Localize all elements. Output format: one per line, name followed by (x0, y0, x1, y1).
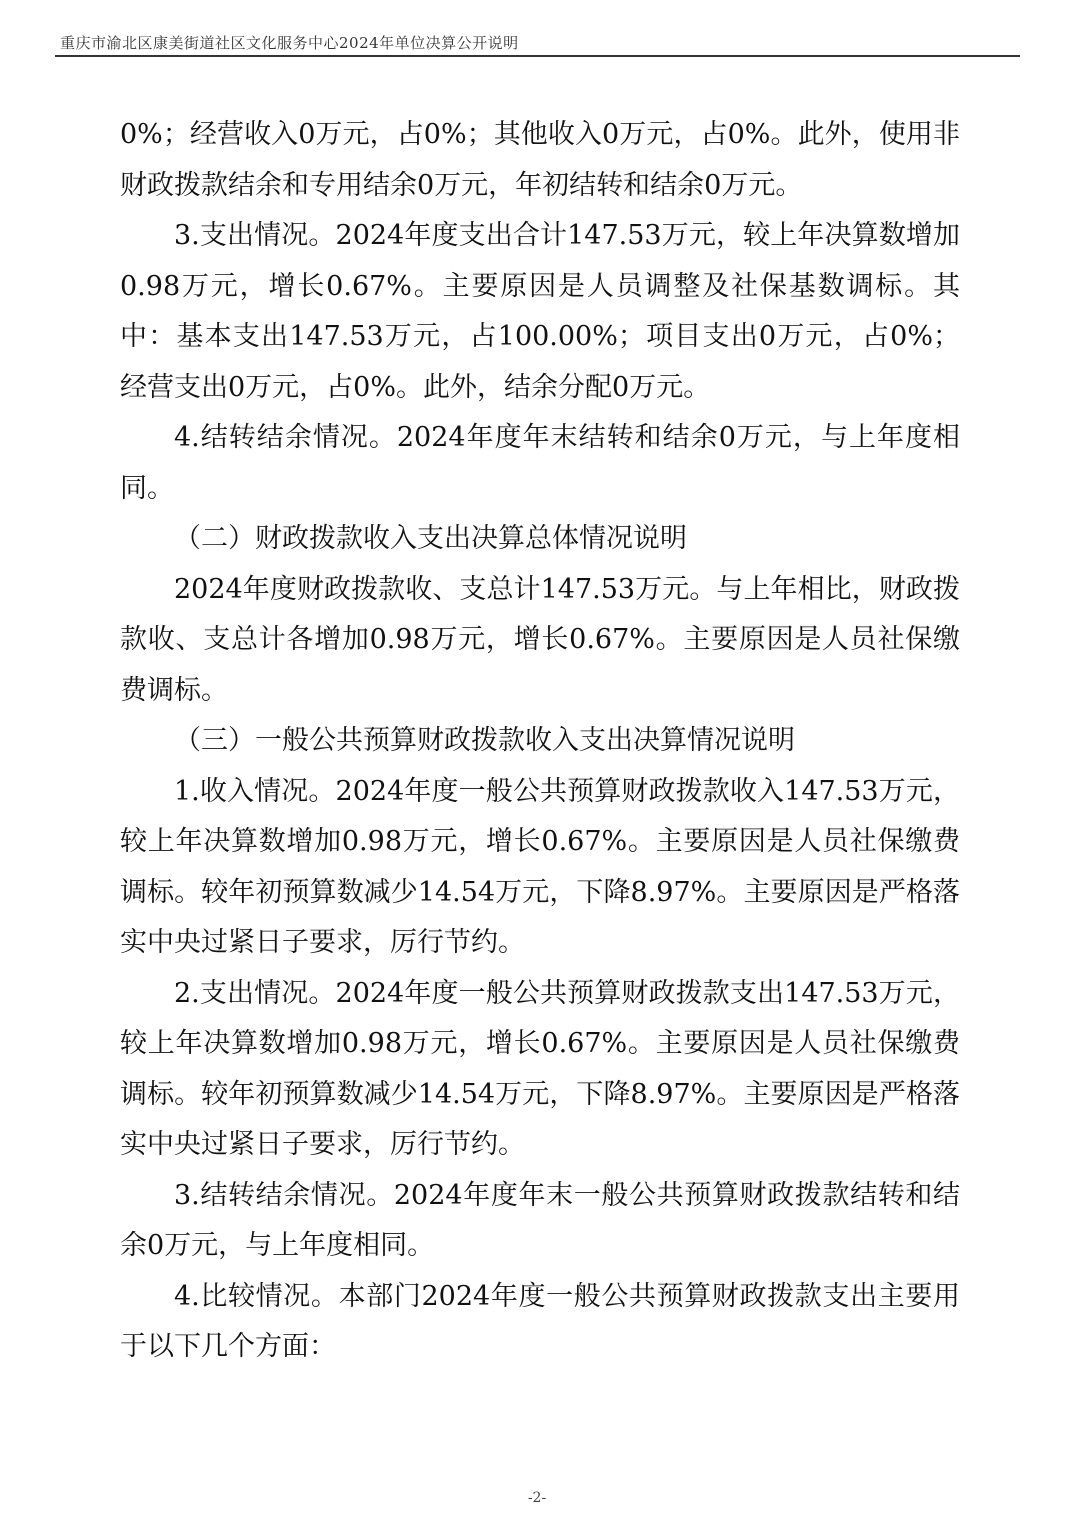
paragraph-public-income: 1.收入情况。2024年度一般公共预算财政拨款收入147.53万元，较上年决算数增加0.98万元，增长0.67%。主要原因是人员社保缴费调标。较年初预算数减少14.54万元，下降8.97%。主要原因是严格落实中央过紧日子要求，厉行节约。 (120, 775, 960, 958)
document-body (120, 110, 960, 1373)
paragraph-public-carryover: 3.结转结余情况。2024年度年末一般公共预算财政拨款结转和结余0万元，与上年度相同。 (120, 1179, 960, 1261)
header-divider (55, 55, 1020, 57)
section-heading-2: （二）财政拨款收入支出决算总体情况说明 (174, 523, 687, 554)
paragraph-comparison: 4.比较情况。本部门2024年度一般公共预算财政拨款支出主要用于以下几个方面： (120, 1280, 960, 1362)
paragraph-expenditure: 3.支出情况。2024年度支出合计147.53万元，较上年决算数增加0.98万元，增长0.67%。主要原因是人员调整及社保基数调标。其中：基本支出147.53万元，占100.00%；项目支出0万元，占0%；经营支出0万元，占0%。此外，结余分配0万元。 (120, 220, 960, 403)
section-heading-3: （三）一般公共预算财政拨款收入支出决算情况说明 (174, 725, 795, 756)
paragraph-carryover: 4.结转结余情况。2024年度年末结转和结余0万元，与上年度相同。 (120, 422, 960, 504)
paragraph-public-expenditure: 2.支出情况。2024年度一般公共预算财政拨款支出147.53万元，较上年决算数增加0.98万元，增长0.67%。主要原因是人员社保缴费调标。较年初预算数减少14.54万元，下降8.97%。主要原因是严格落实中央过紧日子要求，厉行节约。 (120, 977, 960, 1160)
paragraph-income-continued: 0%；经营收入0万元，占0%；其他收入0万元，占0%。此外，使用非财政拨款结余和专用结余0万元，年初结转和结余0万元。 (120, 119, 960, 201)
paragraph-fiscal-total: 2024年度财政拨款收、支总计147.53万元。与上年相比，财政拨款收、支总计各增加0.98万元，增长0.67%。主要原因是人员社保缴费调标。 (120, 573, 960, 706)
page-number: -2- (527, 1490, 547, 1506)
running-header: 重庆市渝北区康美街道社区文化服务中心2024年单位决算公开说明 (60, 34, 519, 52)
